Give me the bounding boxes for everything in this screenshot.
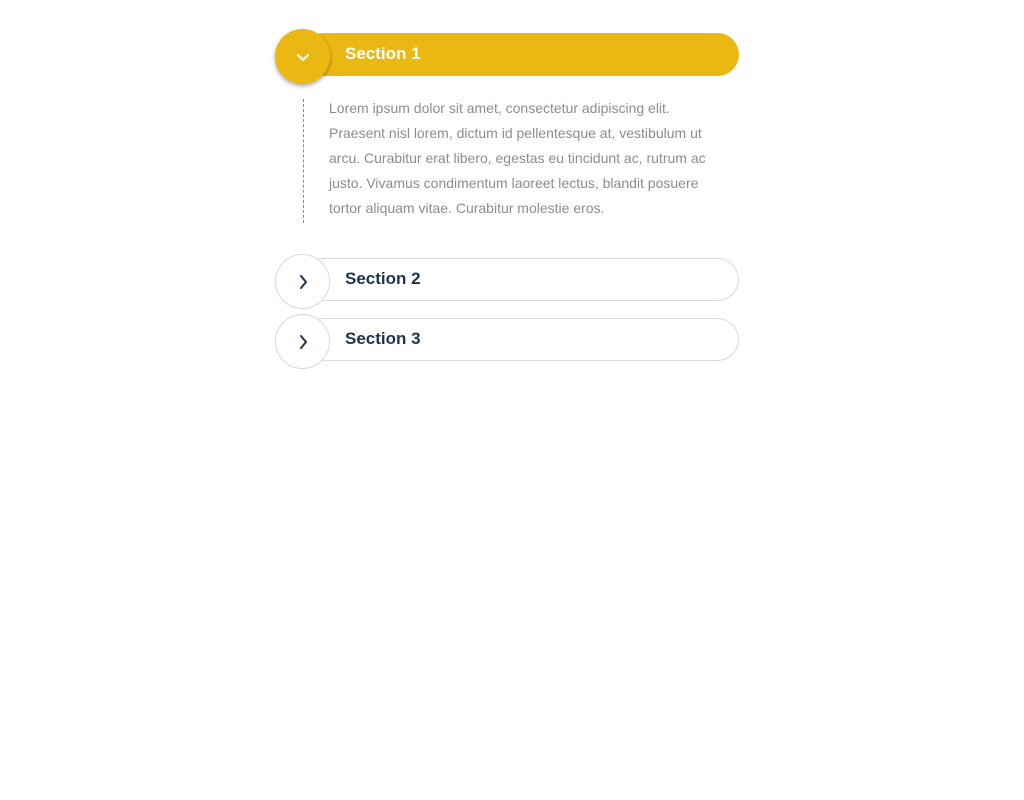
accordion-section-2	[275, 254, 739, 310]
chevron-right-icon	[297, 334, 309, 350]
chevron-down-icon	[296, 52, 310, 62]
section-1-title: Section 1	[345, 44, 421, 63]
section-2-toggle-button[interactable]	[275, 254, 330, 309]
accordion	[275, 29, 739, 370]
section-2-header[interactable]	[275, 254, 739, 310]
section-3-header[interactable]	[275, 314, 739, 370]
section-2-title: Section 2	[345, 269, 421, 288]
chevron-right-icon	[297, 274, 309, 290]
section-1-toggle-button[interactable]	[275, 29, 330, 84]
accordion-section-3	[275, 314, 739, 370]
section-1-content	[303, 99, 739, 223]
section-1-header[interactable]	[275, 29, 739, 85]
accordion-section-1	[275, 29, 739, 223]
section-3-title: Section 3	[345, 329, 421, 348]
section-1-body-text: Lorem ipsum dolor sit amet, consectetur adipiscing elit. Praesent nisl lorem, dictum id pellentesque at, vestibulum ut arcu. Curabitur erat libero, egestas eu tincidunt ac, rutrum ac justo. Vivamus condimentum laoreet lectus, blandit posuere tortor aliquam vitae. Curabitur molestie eros.	[329, 100, 706, 216]
section-3-toggle-button[interactable]	[275, 314, 330, 369]
